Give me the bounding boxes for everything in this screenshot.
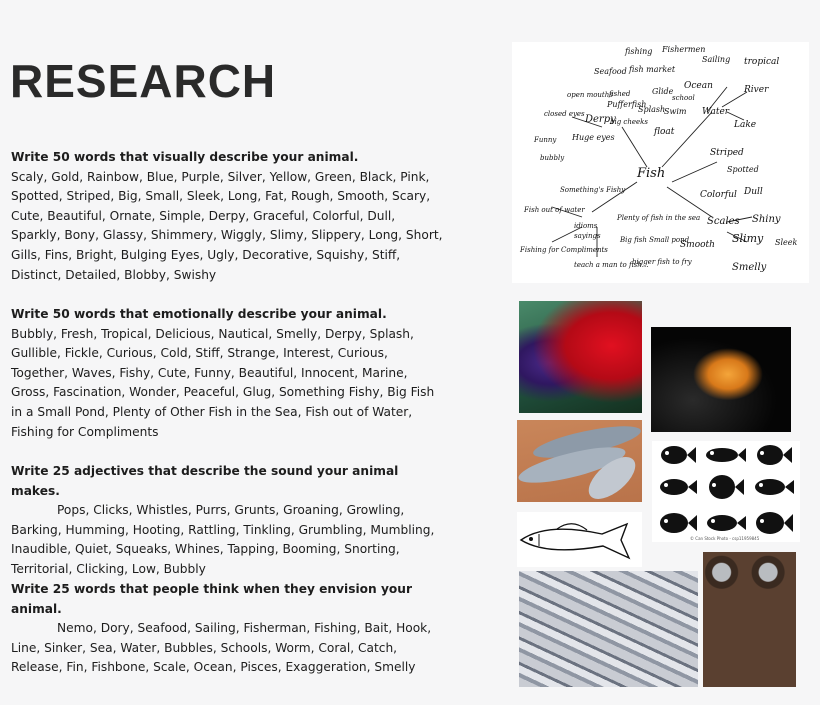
mind-map-word: Lake — [734, 120, 757, 130]
text-line: Spotted, Striped, Big, Small, Sleek, Long, Fat, Rough, Smooth, Scary, — [11, 189, 431, 204]
section-heading: Write 50 words that visually describe your animal. — [11, 150, 359, 164]
visual-words-section — [11, 148, 451, 285]
mind-map-word: Sailing — [702, 55, 731, 64]
mind-map-drawing — [512, 42, 809, 283]
text-line: in a Small Pond, Plenty of Other Fish in the Sea, Fish out of Water, — [11, 404, 413, 419]
text-line: Fishing for Compliments — [11, 424, 159, 439]
mind-map-word: Smooth — [680, 240, 715, 250]
text-line: Gullible, Fickle, Curious, Cold, Stiff, Strange, Interest, Curious, — [11, 346, 388, 361]
mind-map-word: River — [744, 85, 769, 95]
mind-map-word: Striped — [710, 148, 744, 158]
emotional-words-section — [11, 305, 451, 442]
mind-map-word: Scales — [707, 216, 740, 227]
mind-map-word: Pufferfish — [607, 100, 647, 109]
mind-map-word: closed eyes — [544, 110, 585, 118]
fish-icons-illustration — [652, 441, 800, 542]
mind-map-word: Fishing for Compliments — [520, 246, 608, 254]
mind-map-word: Swim — [664, 107, 687, 116]
text-line: Distinct, Detailed, Blobby, Swishy — [11, 267, 217, 282]
mind-map-word: Smelly — [732, 262, 767, 273]
mind-map-center: Fish — [637, 166, 666, 181]
text-line-first: Nemo, Dory, Seafood, Sailing, Fisherman, Fishing, Bait, Hook, — [57, 621, 432, 636]
photo-caption: © Can Stock Photo - csp11959845 — [690, 536, 760, 541]
mind-map-word: fished — [609, 90, 631, 98]
mind-map-word: Big fish Small pond — [620, 236, 690, 244]
text-line: Together, Waves, Fishy, Cute, Funny, Beautiful, Innocent, Marine, — [11, 365, 408, 380]
goldfish-photo — [651, 327, 791, 432]
mackerel-photo — [517, 420, 642, 502]
text-line: Inaudible, Quiet, Squeaks, Whines, Tapping, Booming, Snorting, — [11, 542, 400, 557]
fish-outline-svg — [517, 512, 642, 567]
mind-map-word: Shiny — [752, 214, 781, 225]
section-heading: Write 50 words that emotionally describe your animal. — [11, 307, 387, 321]
mind-map-word: Dull — [744, 187, 763, 197]
mind-map-word: school — [672, 94, 695, 102]
section-heading: Write 25 adjectives that describe the sound your animal makes. — [11, 464, 399, 498]
text-line: Release, Fin, Fishbone, Scale, Ocean, Pisces, Exaggeration, Smelly — [11, 660, 416, 675]
fish-pile-photo — [519, 571, 698, 687]
mind-map-word: Ocean — [684, 81, 713, 91]
mind-map — [512, 42, 809, 283]
mind-map-word: Splash — [638, 105, 666, 114]
text-line: Bubbly, Fresh, Tropical, Delicious, Nautical, Smelly, Derpy, Splash, — [11, 326, 414, 341]
sardine-cans-photo — [703, 552, 796, 687]
text-line — [11, 501, 451, 521]
sound-words-section — [11, 462, 451, 580]
fish-outline-drawing — [517, 512, 642, 567]
text-line: Cute, Beautiful, Ornate, Simple, Derpy, Graceful, Colorful, Dull, — [11, 208, 396, 223]
mackerel-drawing — [517, 420, 642, 502]
fish-icons-drawing — [652, 441, 800, 542]
mind-map-word: fishing — [625, 47, 653, 56]
mind-map-word: fish market — [629, 65, 676, 74]
page-title: RESEARCH — [10, 55, 277, 107]
mind-map-word: Fish out of water — [524, 206, 585, 214]
text-line: Scaly, Gold, Rainbow, Blue, Purple, Silver, Yellow, Green, Black, Pink, — [11, 169, 430, 184]
section-heading: Write 25 words that people think when they envision your animal. — [11, 582, 412, 616]
betta-fish-photo — [519, 301, 642, 413]
text-line: Territorial, Clicking, Low, Bubbly — [11, 561, 206, 576]
text-line: Gills, Fins, Bright, Bulging Eyes, Ugly, Decorative, Squishy, Stiff, — [11, 247, 401, 262]
mind-map-word: sayings — [574, 232, 601, 240]
mind-map-word: Something's Fishy — [560, 186, 626, 194]
mind-map-word: Sleek — [775, 238, 798, 247]
mind-map-word: Colorful — [700, 190, 737, 200]
mind-map-word: Glide — [652, 87, 674, 96]
mind-map-word: Huge eyes — [572, 133, 615, 142]
mind-map-word: tropical — [744, 57, 780, 67]
mind-map-word: teach a man to fish... — [574, 261, 649, 269]
mind-map-word: Funny — [534, 136, 557, 144]
text-line: Gross, Fascination, Wonder, Peaceful, Glug, Something Fishy, Big Fish — [11, 385, 435, 400]
mind-map-word: bubbly — [540, 154, 565, 162]
text-line-first: Pops, Clicks, Whistles, Purrs, Grunts, Groaning, Growling, — [57, 503, 405, 518]
text-line: Sparkly, Bony, Glassy, Shimmery, Wiggly, Slimy, Slippery, Long, Short, — [11, 228, 443, 243]
mind-map-word: Spotted — [727, 165, 759, 174]
mind-map-word: Fishermen — [662, 45, 706, 54]
mind-map-word: big cheeks — [610, 118, 648, 126]
text-line — [11, 619, 451, 639]
mind-map-word: open mouths — [567, 91, 613, 99]
mind-map-word: Plenty of fish in the sea — [617, 214, 701, 222]
mind-map-word: idioms — [574, 222, 598, 230]
mind-map-word: Slimy — [732, 232, 764, 245]
mind-map-word: bigger fish to fry — [632, 258, 692, 266]
mind-map-word: Water — [702, 107, 730, 117]
association-words-section — [11, 580, 451, 678]
mind-map-word: float — [654, 127, 675, 137]
mind-map-word: Seafood — [594, 67, 627, 76]
mind-map-word: Derpy — [585, 114, 616, 125]
text-line: Barking, Humming, Hooting, Rattling, Tinkling, Grumbling, Mumbling, — [11, 522, 435, 537]
text-line: Line, Sinker, Sea, Water, Bubbles, Schools, Worm, Coral, Catch, — [11, 640, 398, 655]
